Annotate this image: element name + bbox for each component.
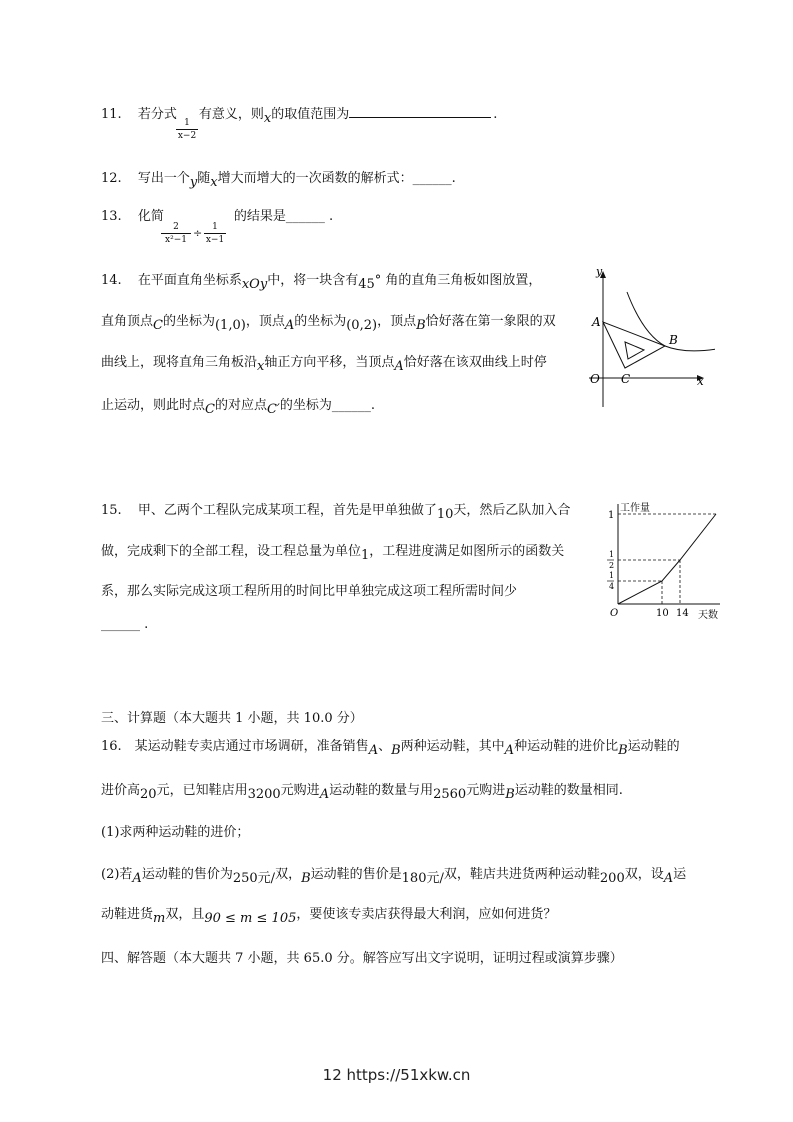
q12-line: 12. 写出一个y随x增大而增大的一次函数的解析式：______.: [101, 171, 456, 190]
q14-line-4: 止运动，则此时点C的对应点C′的坐标为______.: [101, 398, 376, 417]
q15-line-2: 做，完成剩下的全部工程，设工程总量为单位1，工程进度满足如图所示的函数关: [101, 544, 565, 563]
q14-label-B: B: [669, 333, 678, 347]
q11-fraction: $\frac{1}{x-2}$: [177, 118, 197, 141]
q15-line-3: 系，那么实际完成这项工程所用的时间比甲单独完成这项工程所需时间少: [101, 584, 518, 599]
q15-ytick-half-d: 2: [609, 561, 615, 570]
q15-ytick-1: 1: [608, 510, 615, 521]
q15-ytick-quarter-n: 1: [609, 571, 615, 580]
q15-ytick-quarter-d: 4: [609, 582, 615, 591]
q16-line-1: 16. 某运动鞋专卖店通过市场调研，准备销售A、B两种运动鞋，其中A种运动鞋的进价比B运动鞋的: [101, 739, 680, 758]
q14-triangle-outer: [603, 322, 665, 368]
q16-line-2: 进价高20元，已知鞋店用3200元购进A运动鞋的数量与用2560元购进B运动鞋的数量相同.: [101, 783, 623, 802]
q15-origin: O: [610, 608, 619, 619]
q13-fraction-2: $\frac{1}{x-1}$: [205, 222, 225, 245]
q15-progress-line: [618, 514, 716, 604]
q15-xtick-10: 10: [656, 608, 669, 619]
q14-line-1: 14. 在平面直角坐标系xOy中，将一块含有45° 角的直角三角板如图放置，: [101, 273, 542, 292]
q14-label-C: C: [621, 372, 631, 386]
q15-ytick-half-n: 1: [609, 550, 615, 559]
q15-xtick-14: 14: [676, 608, 689, 619]
q14-triangle-inner: [625, 342, 644, 359]
q16-part-2-line-1: (2)若A运动鞋的售价为250元/双，B运动鞋的售价是180元/双，鞋店共进货两种运动鞋200双，设A运: [101, 867, 687, 886]
q11-answer-blank: [349, 117, 491, 118]
q16-part-2-line-2: 动鞋进货m双，且90 ≤ m ≤ 105，要使该专卖店获得最大利润，应如何进货？: [101, 907, 557, 926]
q11-line: 11. 若分式 有意义，则x的取值范围为 .: [101, 107, 498, 126]
q15-progress-graph: [598, 500, 728, 622]
q14-label-O: O: [590, 372, 600, 386]
section-3-heading: 三、计算题（本大题共 1 小题，共 10.0 分）: [101, 711, 363, 726]
q14-coordinate-figure: [585, 262, 715, 412]
q14-label-A: A: [592, 315, 601, 329]
q15-line-4: ______ .: [101, 617, 149, 632]
q13-line: 13. 化简 的结果是______ .: [101, 209, 334, 224]
section-4-heading: 四、解答题（本大题共 7 小题，共 65.0 分。解答应写出文字说明，证明过程或演算步骤）: [101, 951, 623, 966]
q16-part-1: (1)求两种运动鞋的进价；: [101, 825, 250, 840]
q13-fraction-1: $\frac{2}{\text{x²−1}}$: [161, 222, 191, 246]
q14-label-x: x: [697, 374, 704, 388]
q14-line-2: 直角顶点C的坐标为(1,0)，顶点A的坐标为(0,2)，顶点B恰好落在第一象限的双: [101, 314, 556, 333]
q15-xtitle: 天数: [698, 610, 718, 621]
q13-divide-sign: ÷: [193, 227, 203, 240]
q14-line-3: 曲线上，现将直角三角板沿x轴正方向平移，当顶点A恰好落在该双曲线上时停: [101, 355, 547, 374]
page-footer: 12 https://51xkw.cn: [322, 1066, 471, 1084]
q15-line-1: 15. 甲、乙两个工程队完成某项工程，首先是甲单独做了10天，然后乙队加入合: [101, 503, 571, 522]
q15-ytitle: 工作量: [620, 503, 650, 514]
q14-label-y: y: [596, 265, 603, 278]
